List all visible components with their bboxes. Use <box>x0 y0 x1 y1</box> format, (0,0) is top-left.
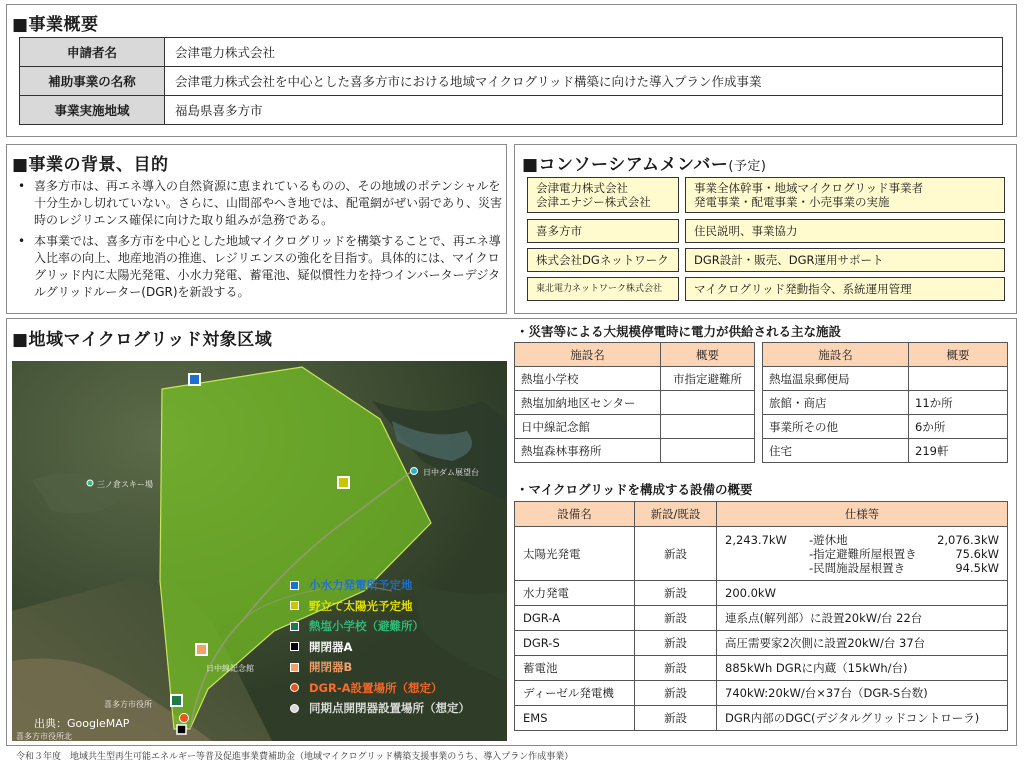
equipment-spec: 885kWh DGRに内蔵（15kWh/台) <box>717 656 1008 681</box>
background-title: ■事業の背景、目的 <box>12 155 169 175</box>
facility-name: 熱塩加納地区センター <box>515 391 661 415</box>
legend-label: 同期点開閉器設置場所（想定） <box>309 701 470 716</box>
place-label: 喜多方市役所北 <box>16 732 72 741</box>
table-row <box>515 391 755 415</box>
legend-square-icon <box>290 601 299 610</box>
equipment-spec: 連系点(解列部）に設置20kW/台 22台 <box>717 606 1008 631</box>
equipment-name: 蓄電池 <box>515 656 635 681</box>
facility-name: 熱塩小学校 <box>515 367 661 391</box>
solar-breakdown-value: 94.5kW <box>955 561 999 575</box>
table-row <box>515 631 1008 656</box>
place-label: 喜多方市役所 <box>104 700 152 709</box>
legend-item <box>290 698 470 719</box>
legend-square-icon <box>290 642 299 651</box>
consortium-role <box>685 177 1005 213</box>
legend-item <box>290 678 470 699</box>
viewpoint-pin-icon <box>411 468 418 475</box>
place-label: 三ノ倉スキー場 <box>97 480 153 489</box>
facility-name: 日中線記念館 <box>515 415 661 439</box>
consortium-member <box>527 177 679 213</box>
hydro-site-marker <box>189 374 200 385</box>
equipment-spec: 740kW:20kW/台×37台（DGR-S台数) <box>717 681 1008 706</box>
equipment-table <box>514 501 1008 731</box>
role-line: DGR設計・販売、DGR運用サポート <box>694 253 884 267</box>
equipment-name: EMS <box>515 706 635 731</box>
legend-item <box>290 616 470 637</box>
solar-breakdown-label: -指定避難所屋根置き <box>809 547 917 561</box>
legend-label: 開閉器A <box>309 639 353 654</box>
role-line: 事業全体幹事・地域マイクログリッド事業者 <box>694 181 924 195</box>
map-image[interactable] <box>12 361 507 741</box>
consortium-title-text: ■コンソーシアムメンバー <box>522 155 729 175</box>
overview-row <box>20 67 1003 96</box>
column-header: 仕様等 <box>717 502 1008 527</box>
legend-item <box>290 596 470 617</box>
table-row <box>515 656 1008 681</box>
map-legend <box>290 575 470 719</box>
background-bullet: • 喜多方市は、再エネ導入の自然資源に恵まれているものの、その地域のポテンシャルを十分生かし切れていない。さらに、山間部やへき地では、配電網がぜい弱であり、災害時のレジリエンス確保に向けた取り組みが急務である。 <box>12 178 502 229</box>
table-row <box>515 527 1008 581</box>
solar-breakdown-line <box>809 561 999 575</box>
consortium-row <box>527 219 1005 243</box>
legend-label: DGR-A設置場所（想定） <box>309 680 443 695</box>
dgr-a-marker <box>180 714 189 723</box>
overview-label: 事業実施地域 <box>20 96 165 125</box>
overview-label: 申請者名 <box>20 38 165 67</box>
role-line: 発電事業・配電事業・小売事業の実施 <box>694 195 890 209</box>
facility-note: 219軒 <box>909 439 1008 463</box>
column-header: 概要 <box>909 343 1008 367</box>
footer-note: 令和３年度 地域共生型再生可能エネルギー等普及促進事業費補助金（地域マイクログリッド構築支援事業のうち、導入プラン作成事業） <box>16 752 574 762</box>
facility-name: 熱塩森林事務所 <box>515 439 661 463</box>
member-line: 会津エナジー株式会社 <box>536 195 651 209</box>
overview-table <box>19 37 1003 125</box>
solar-breakdown-label: -民間施設屋根置き <box>809 561 906 575</box>
background-bullet: • 本事業では、喜多方市を中心とした地域マイクログリッドを構築することで、再エネ導入比率の向上、地産地消の推進、レジリエンスの強化を目指す。具体的には、マイクログリッド内に太陽光発電、小水力発電、蓄電池、疑似慣性力を持つインバーターデジタルグリッドルーター(DGR)を新設する。 <box>12 233 502 301</box>
member-line: 東北電力ネットワーク株式会社 <box>536 284 663 294</box>
facility-note: 市指定避難所 <box>661 367 755 391</box>
equipment-spec <box>717 527 1008 581</box>
facility-note <box>661 415 755 439</box>
ski-pin-icon <box>87 480 93 486</box>
consortium-row <box>527 248 1005 272</box>
facility-name: 事業所その他 <box>763 415 909 439</box>
column-header: 新設/既設 <box>635 502 717 527</box>
role-line: マイクログリッド発動指令、系統運用管理 <box>694 282 912 296</box>
equipment-spec: 200.0kW <box>717 581 1008 606</box>
table-row <box>763 367 1008 391</box>
switch-b-marker <box>196 644 207 655</box>
overview-title: ■事業概要 <box>12 15 99 35</box>
legend-square-icon <box>290 663 299 672</box>
legend-label: 開閉器B <box>309 660 353 675</box>
solar-breakdown-value: 75.6kW <box>955 547 999 561</box>
legend-label: 小水力発電所予定地 <box>309 578 413 593</box>
table-header-row <box>515 343 755 367</box>
table-header-row <box>515 502 1008 527</box>
switch-a-marker <box>177 725 186 734</box>
table-row <box>763 415 1008 439</box>
overview-row <box>20 38 1003 67</box>
legend-square-icon <box>290 622 299 631</box>
column-header: 概要 <box>661 343 755 367</box>
equipment-status: 新設 <box>635 681 717 706</box>
overview-value: 会津電力株式会社 <box>165 38 1003 67</box>
legend-item <box>290 657 470 678</box>
legend-circle-icon <box>290 704 299 713</box>
equipment-status: 新設 <box>635 606 717 631</box>
facility-name: 住宅 <box>763 439 909 463</box>
legend-item <box>290 637 470 658</box>
consortium-row <box>527 277 1005 301</box>
equipment-status: 新設 <box>635 581 717 606</box>
overview-value: 会津電力株式会社を中心とした喜多方市における地域マイクログリッド構築に向けた導入プラン作成事業 <box>165 67 1003 96</box>
equipment-name: 太陽光発電 <box>515 527 635 581</box>
table-row <box>515 581 1008 606</box>
column-header: 設備名 <box>515 502 635 527</box>
solar-site-marker <box>338 477 349 488</box>
solar-breakdown-line <box>809 533 999 547</box>
map-credit: 出典：GoogleMAP <box>34 717 130 730</box>
consortium-member <box>527 277 679 301</box>
overview-label: 補助事業の名称 <box>20 67 165 96</box>
column-header: 施設名 <box>515 343 661 367</box>
table-row <box>763 439 1008 463</box>
place-label: 日中線記念館 <box>206 664 254 673</box>
solar-total: 2,243.7kW <box>725 533 787 547</box>
table-header-row <box>763 343 1008 367</box>
legend-label: 熱塩小学校（避難所） <box>309 619 424 634</box>
member-line: 会津電力株式会社 <box>536 181 628 195</box>
facilities-table-left <box>514 342 755 463</box>
facility-note: 11か所 <box>909 391 1008 415</box>
facilities-table-right <box>762 342 1008 463</box>
consortium-member <box>527 248 679 272</box>
solar-breakdown-label: -遊休地 <box>809 533 848 547</box>
equipment-name: ディーゼル発電機 <box>515 681 635 706</box>
facility-note: 6か所 <box>909 415 1008 439</box>
consortium-role <box>685 248 1005 272</box>
table-row <box>515 415 755 439</box>
overview-value: 福島県喜多方市 <box>165 96 1003 125</box>
table-row <box>515 681 1008 706</box>
facility-name: 旅館・商店 <box>763 391 909 415</box>
facility-note <box>661 391 755 415</box>
school-marker <box>171 695 182 706</box>
equipment-spec: 高圧需要家2次側に設置20kW/台 37台 <box>717 631 1008 656</box>
legend-item <box>290 575 470 596</box>
equipment-spec: DGR内部のDGC(デジタルグリッドコントローラ) <box>717 706 1008 731</box>
equipment-name: DGR-S <box>515 631 635 656</box>
equipment-status: 新設 <box>635 631 717 656</box>
place-label: 日中ダム展望台 <box>423 468 479 477</box>
legend-square-icon <box>290 581 299 590</box>
equipment-status: 新設 <box>635 706 717 731</box>
equipment-name: DGR-A <box>515 606 635 631</box>
equipment-status: 新設 <box>635 527 717 581</box>
table-row <box>763 391 1008 415</box>
facility-note <box>661 439 755 463</box>
facility-note <box>909 367 1008 391</box>
consortium-title <box>522 150 767 175</box>
equipment-name: 水力発電 <box>515 581 635 606</box>
legend-label: 野立て太陽光予定地 <box>309 598 413 613</box>
member-line: 喜多方市 <box>536 224 582 238</box>
member-line: 株式会社DGネットワーク <box>536 253 669 267</box>
column-header: 施設名 <box>763 343 909 367</box>
consortium-role <box>685 219 1005 243</box>
facility-name: 熱塩温泉郵便局 <box>763 367 909 391</box>
consortium-row <box>527 177 1005 213</box>
table-row <box>515 706 1008 731</box>
equipment-title: ・マイクログリッドを構成する設備の概要 <box>516 482 753 497</box>
table-row <box>515 439 755 463</box>
table-row <box>515 367 755 391</box>
legend-circle-icon <box>290 683 299 692</box>
equipment-status: 新設 <box>635 656 717 681</box>
table-row <box>515 606 1008 631</box>
consortium-role <box>685 277 1005 301</box>
facilities-title: ・災害等による大規模停電時に電力が供給される主な施設 <box>516 324 842 339</box>
consortium-member <box>527 219 679 243</box>
overview-row <box>20 96 1003 125</box>
solar-breakdown-line <box>809 547 999 561</box>
background-bullets <box>12 178 502 305</box>
map-title: ■地域マイクログリッド対象区域 <box>12 330 273 350</box>
role-line: 住民説明、事業協力 <box>694 224 798 238</box>
consortium-title-note: (予定) <box>728 159 767 174</box>
solar-breakdown-value: 2,076.3kW <box>937 533 999 547</box>
